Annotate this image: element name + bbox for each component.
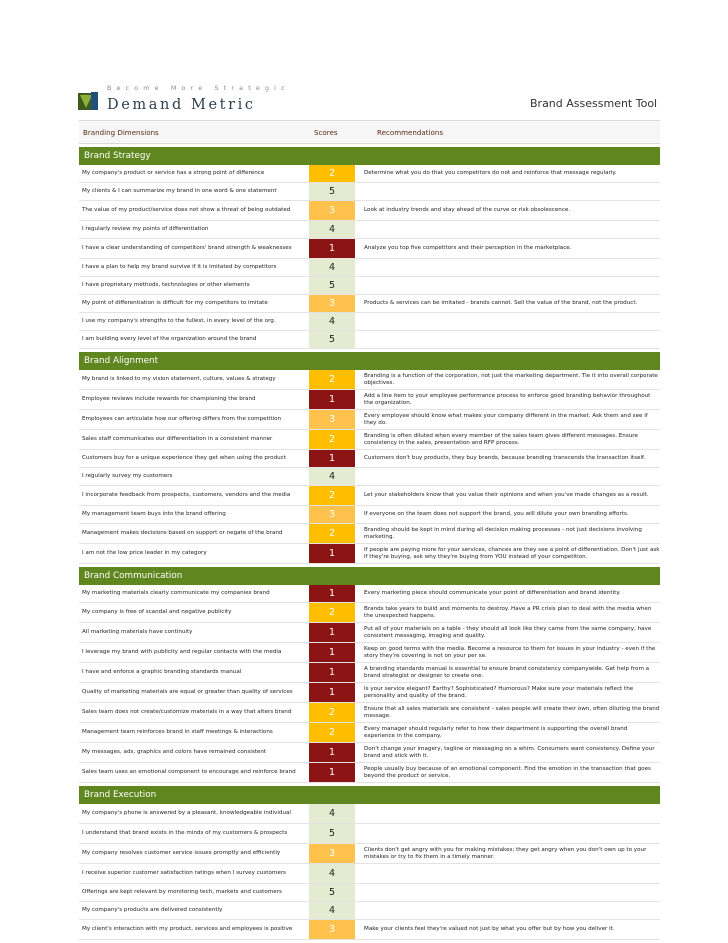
dimension-cell: Employee reviews include rewards for championing the brand [82, 396, 256, 403]
score-cell: 1 [309, 585, 355, 602]
table-row [79, 331, 660, 349]
dimension-cell: My company is free of scandal and negative publicity [82, 609, 232, 616]
dimension-cell: Sales team uses an emotional component to encourage and reinforce brand [82, 769, 296, 776]
table-row [79, 723, 660, 743]
score-cell: 4 [309, 221, 355, 238]
score-cell: 1 [309, 239, 355, 258]
score-cell: 1 [309, 450, 355, 467]
table-row [79, 663, 660, 683]
dimension-cell: I have a plan to help my brand survive if it is imitated by competitors [82, 264, 277, 271]
score-cell: 1 [309, 683, 355, 702]
table-row [79, 920, 660, 940]
score-cell: 1 [309, 390, 355, 409]
table-row [79, 183, 660, 201]
section-header: Brand Strategy [79, 147, 660, 165]
score-cell: 4 [309, 804, 355, 823]
table-row [79, 165, 660, 183]
dimension-cell: My company's product or service has a strong point of difference [82, 170, 265, 177]
dimension-cell: I regularly survey my customers [82, 473, 173, 480]
score-cell: 3 [309, 844, 355, 863]
table-row [79, 743, 660, 763]
score-cell: 2 [309, 703, 355, 722]
table-row [79, 824, 660, 844]
table-row [79, 277, 660, 295]
recommendation-cell: Branding is often diluted when every member of the sales team gives different messages. Ensure consistency in the sales, presentation and RFP process. [364, 432, 638, 446]
table-row [79, 884, 660, 902]
score-cell: 5 [309, 183, 355, 200]
assessment-table [79, 120, 660, 940]
dimension-cell: Offerings are kept relevant by monitoring tech, markets and customers [82, 889, 282, 896]
recommendation-cell [356, 331, 660, 348]
section-header: Brand Alignment [79, 352, 660, 370]
score-cell: 5 [309, 277, 355, 294]
dimension-cell: Quality of marketing materials are equal or greater than quality of services [82, 689, 293, 696]
recommendation-cell: Put all of your materials on a table - they should all look like they came from the same company, have consistent messaging, imaging and quality. [364, 625, 652, 639]
table-row [79, 221, 660, 239]
table-row [79, 370, 660, 390]
table-row [79, 544, 660, 564]
table-row [79, 804, 660, 824]
score-cell: 2 [309, 430, 355, 449]
recommendation-cell [356, 313, 660, 330]
recommendation-cell: Keep on good terms with the media. Become a resource to them for issues in your industry - even if the story they're covering is not on your per se. [364, 645, 656, 659]
dimension-cell: I use my company's strengths to the fullest, in every level of the org. [82, 318, 276, 325]
dimension-cell: My company's products are delivered consistently [82, 907, 223, 914]
recommendation-cell [356, 259, 660, 276]
score-cell: 2 [309, 486, 355, 505]
recommendation-cell: Brands take years to build and moments to destroy. Have a PR crisis plan to deal with the media when the unexpected happens. [364, 605, 652, 619]
logo-brand-name: Demand Metric [107, 97, 256, 113]
table-row [79, 259, 660, 277]
table-row [79, 864, 660, 884]
score-cell: 4 [309, 468, 355, 485]
score-cell: 3 [309, 920, 355, 939]
recommendation-cell [356, 277, 660, 294]
score-cell: 2 [309, 723, 355, 742]
recommendation-cell: Is your service elegant? Earthy? Sophisticated? Humorous? Make sure your materials reflect the personality and quality of the brand. [364, 685, 634, 699]
dimension-cell: I receive superior customer satisfaction ratings when I survey customers [82, 870, 286, 877]
dimension-cell: I am not the low price leader in my category [82, 550, 207, 557]
recommendation-cell [356, 221, 660, 238]
recommendation-cell [356, 884, 660, 901]
score-cell: 1 [309, 544, 355, 563]
dimension-cell: My clients & I can summarize my brand in one word & one statement [82, 188, 277, 195]
score-cell: 3 [309, 201, 355, 220]
table-row [79, 763, 660, 783]
table-row [79, 703, 660, 723]
dimension-cell: Management team reinforces brand in staff meetings & interactions [82, 729, 273, 736]
recommendation-cell: A branding standards manual is essential to ensure brand consistency companywide. Get help from a brand strategist or designer to create one. [364, 665, 650, 679]
section-header: Brand Communication [79, 567, 660, 585]
recommendation-cell [356, 902, 660, 919]
dimension-cell: Sales team does not create/customize materials in a way that alters brand [82, 709, 292, 716]
dimension-cell: My management team buys into the brand offering [82, 511, 226, 518]
score-cell: 3 [309, 410, 355, 429]
column-header-recommendations: Recommendations [377, 127, 444, 137]
dimension-cell: Management makes decisions based on support or negate of the brand [82, 530, 283, 537]
recommendation-cell: If people are paying more for your services, chances are they see a point of differentiation. Don't just ask if they're buying, ask why they're buying from YOU instead of your competition. [364, 546, 660, 560]
recommendation-cell: Look at industry trends and stay ahead of the curve or risk obsolescence. [364, 207, 571, 214]
table-row [79, 683, 660, 703]
dimension-cell: My company's phone is answered by a pleasant, knowledgeable individual [82, 810, 291, 817]
recommendation-cell: Every marketing piece should communicate your point of differentiation and brand identity. [364, 590, 621, 597]
dimension-cell: I regularly review my points of differentiation [82, 226, 209, 233]
dimension-cell: Employees can articulate how our offering differs from the competition [82, 416, 282, 423]
score-cell: 3 [309, 295, 355, 312]
recommendation-cell: If everyone on the team does not support the brand, you will dilute your own branding efforts. [364, 511, 629, 518]
recommendation-cell: Branding is a function of the corporation, not just the marketing department. Tie it into overall corporate objectives. [364, 372, 658, 386]
dimension-cell: My marketing materials clearly communicate my companies brand [82, 590, 270, 597]
recommendation-cell: Branding should be kept in mind during all decision making processes - not just decisions involving marketing. [364, 526, 642, 540]
score-cell: 2 [309, 165, 355, 182]
table-header [79, 120, 660, 144]
column-header-dimensions: Branding Dimensions [83, 127, 159, 137]
table-row [79, 313, 660, 331]
recommendation-cell: Add a line item to your employee performance process to enforce good branding behavior throughout the organization. [364, 392, 651, 406]
logo-tagline: Become More Strategic [107, 85, 290, 92]
document-title: Brand Assessment Tool [530, 97, 658, 110]
dimension-cell: The value of my product/service does not show a threat of being outdated [82, 207, 291, 214]
recommendation-cell: Make your clients feel they're valued not just by what you offer but by how you deliver it. [364, 926, 615, 933]
table-row [79, 468, 660, 486]
table-row [79, 524, 660, 544]
table-row [79, 201, 660, 221]
recommendation-cell: Products & services can be imitated - brands cannot. Sell the value of the brand, not the product. [364, 300, 638, 307]
table-row [79, 390, 660, 410]
demand-metric-logo [77, 85, 290, 116]
table-row [79, 239, 660, 259]
dimension-cell: My client's interaction with my product, services and employees is positive [82, 926, 293, 933]
score-cell: 2 [309, 370, 355, 389]
table-row [79, 486, 660, 506]
dimension-cell: I incorporate feedback from prospects, customers, vendors and the media [82, 492, 291, 499]
table-row [79, 450, 660, 468]
table-row [79, 902, 660, 920]
score-cell: 1 [309, 663, 355, 682]
recommendation-cell [356, 468, 660, 485]
dimension-cell: I have a clear understanding of competitors' brand strength & weaknesses [82, 245, 292, 252]
recommendation-cell: Determine what you do that you competitors do not and reinforce that message regularly. [364, 170, 617, 177]
dimension-cell: My messages, ads, graphics and colors have remained consistent [82, 749, 267, 756]
score-cell: 4 [309, 259, 355, 276]
table-row [79, 643, 660, 663]
score-cell: 1 [309, 743, 355, 762]
score-cell: 4 [309, 864, 355, 883]
recommendation-cell: Every manager should regularly refer to how their department is supporting the overall brand experience in the company. [364, 725, 628, 739]
dimension-cell: I have proprietary methods, technologies or other elements [82, 282, 250, 289]
recommendation-cell: Let your stakeholders know that you value their opinions and when you've made changes as a result. [364, 492, 649, 499]
score-cell: 5 [309, 884, 355, 901]
recommendation-cell: Customers don't buy products, they buy brands, because branding transcends the transaction itself. [364, 455, 646, 462]
table-row [79, 295, 660, 313]
score-cell: 5 [309, 824, 355, 843]
score-cell: 4 [309, 313, 355, 330]
table-row [79, 844, 660, 864]
dimension-cell: Customers buy for a unique experience they get when using the product [82, 455, 286, 462]
dimension-cell: I have and enforce a graphic branding standards manual [82, 669, 242, 676]
recommendation-cell [356, 183, 660, 200]
dimension-cell: I leverage my brand with publicity and regular contacts with the media [82, 649, 282, 656]
table-row [79, 410, 660, 430]
dimension-cell: My company resolves customer service issues promptly and efficiently [82, 850, 281, 857]
score-cell: 3 [309, 506, 355, 523]
recommendation-cell: Every employee should know what makes your company different in the market. Ask them and see if they do. [364, 412, 648, 426]
score-cell: 1 [309, 643, 355, 662]
dimension-cell: I understand that brand exists in the minds of my customers & prospects [82, 830, 288, 837]
demand-metric-logo-icon [77, 90, 99, 112]
table-row [79, 506, 660, 524]
score-cell: 5 [309, 331, 355, 348]
dimension-cell: My brand is linked to my vision statement, culture, values & strategy [82, 376, 276, 383]
recommendation-cell: Analyze you top five competitors and their perception in the marketplace. [364, 245, 572, 252]
recommendation-cell: Ensure that all sales materials are consistent - sales people will create their own, often diluting the brand message. [364, 705, 660, 719]
recommendation-cell [356, 804, 660, 823]
dimension-cell: I am building every level of the organization around the brand [82, 336, 257, 343]
column-header-scores: Scores [314, 127, 338, 137]
dimension-cell: Sales staff communicates our differentiation in a consistent manner [82, 436, 273, 443]
table-row [79, 603, 660, 623]
recommendation-cell: Don't change your imagery, tagline or messaging on a whim. Consumers want consistency. Define your brand and stick with it. [364, 745, 655, 759]
score-cell: 1 [309, 763, 355, 782]
recommendation-cell: Clients don't get angry with you for making mistakes; they get angry when you don't own up to your mistakes or try to fix them in a timely manner. [364, 846, 647, 860]
score-cell: 2 [309, 603, 355, 622]
score-cell: 4 [309, 902, 355, 919]
dimension-cell: All marketing materials have continuity [82, 629, 193, 636]
score-cell: 1 [309, 623, 355, 642]
table-row [79, 585, 660, 603]
table-row [79, 430, 660, 450]
section-header: Brand Execution [79, 786, 660, 804]
score-cell: 2 [309, 524, 355, 543]
dimension-cell: My point of differentiation is difficult for my competitors to imitate [82, 300, 268, 307]
recommendation-cell [356, 864, 660, 883]
recommendation-cell: People usually buy because of an emotional component. Find the emotion in the transaction that goes beyond the product or service. [364, 765, 651, 779]
recommendation-cell [356, 824, 660, 843]
table-row [79, 623, 660, 643]
